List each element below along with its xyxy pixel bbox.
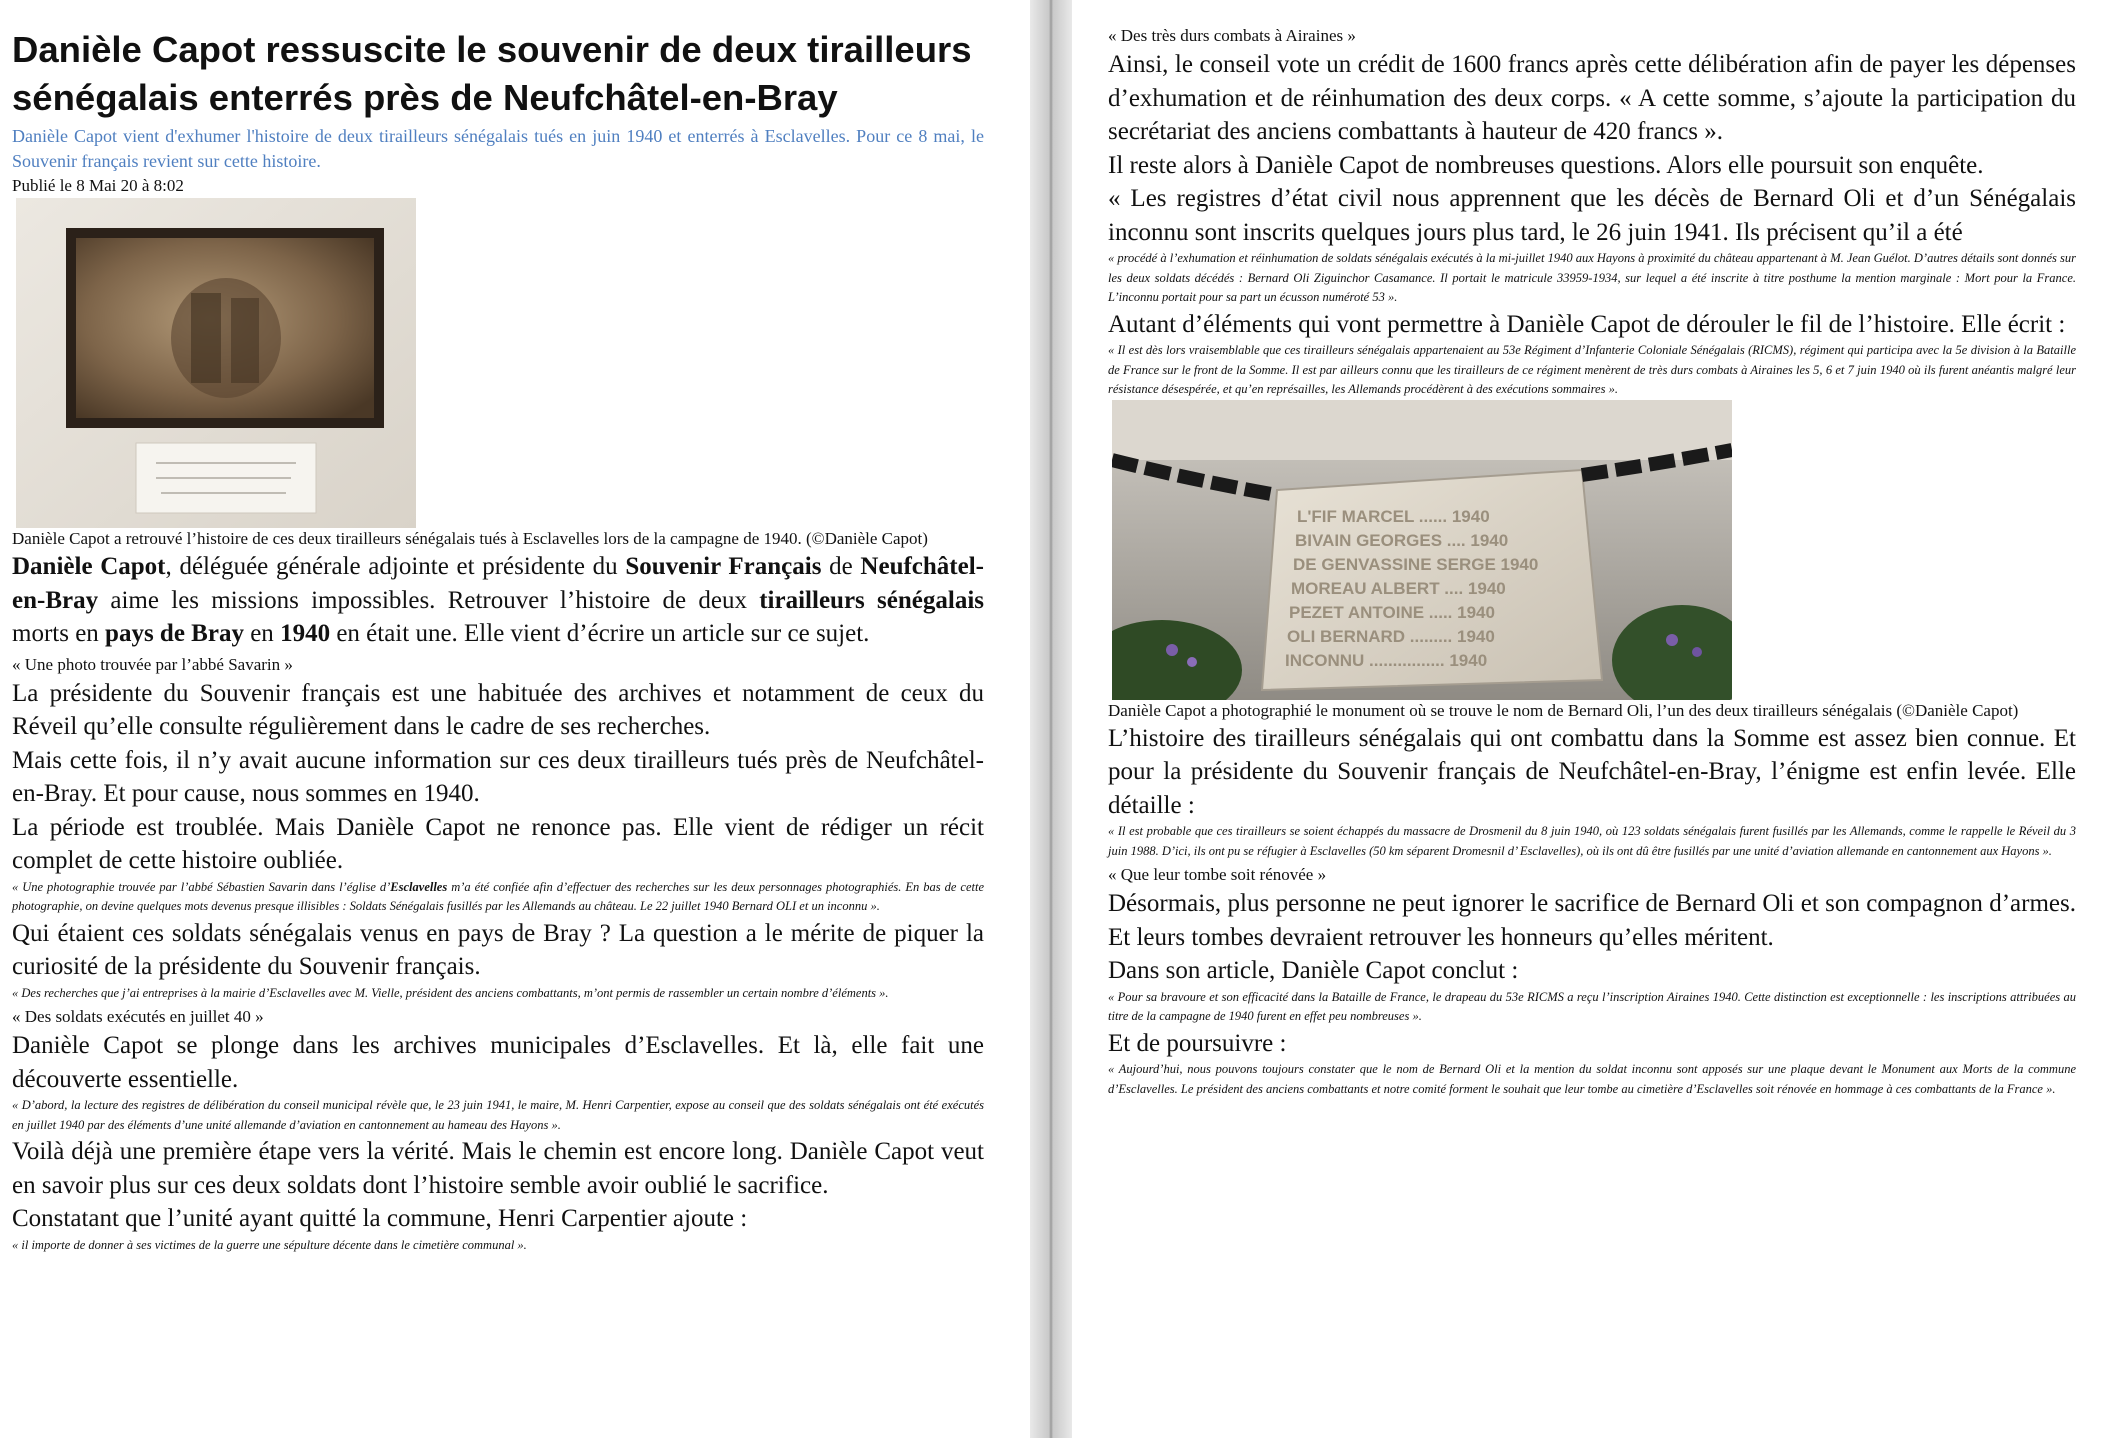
quote-tomb: « Aujourd’hui, nous pouvons toujours constater que le nom de Bernard Oli et la mention du soldat inconnu sont apposés sur une plaque devant le Monument aux Morts de la commune d’Esclavelles. Le président des anciens combattants et notre comité forment le souhait que leur tombe au cimetière d’Esclavelles soit rénovée en hommage à ces combattants de la France ».: [1108, 1062, 2076, 1096]
paragraph: « Les registres d’état civil nous apprennent que les décès de Bernard Oli et d’un Sénégalais inconnu sont inscrits quelques jours plus tard, le 26 juin 1941. Ils précisent qu’il a été: [1108, 185, 2076, 246]
quote-text: « Une photographie trouvée par l’abbé Sébastien Savarin dans l’église d’: [12, 879, 391, 894]
quote-massacre: « Il est probable que ces tirailleurs se soient échappés du massacre de Drosmenil du 8 juin 1940, où 123 soldats sénégalais furent fusillés par les Allemands, comme le rappelle le Réveil du 3 juin 1988. D’ici, ils ont pu se réfugier à Esclavelles (50 km séparent Dromesnil d’ Esclavelles), où ils ont dû être fusillés par une unité d’aviation allemande en cantonnement aux Hayons ».: [1108, 824, 2076, 858]
framed-photo-image: [16, 198, 416, 528]
left-column: [12, 22, 984, 1255]
intro-paragraph: [12, 550, 984, 651]
quote-place: Esclavelles: [390, 879, 448, 894]
paragraph: L’histoire des tirailleurs sénégalais qui ont combattu dans la Somme est assez bien connue. Et pour la présidente du Souvenir français de Neufchâtel-en-Bray, l’énigme est enfin levée. Elle détaille :: [1108, 724, 2076, 819]
quote-bravery: « Pour sa bravoure et son efficacité dans la Bataille de France, le drapeau du 53e RICMS a reçu l’inscription Airaines 1940. Cette distinction est exceptionnelle : les inscriptions attribuées au titre de la campagne de 1940 furent en effet peu nombreuses ».: [1108, 989, 2076, 1023]
intro-org: Souvenir Français: [625, 553, 822, 580]
intro-town: Neufchâtel-en-Bray: [12, 553, 984, 614]
paragraph: La période est troublée. Mais Danièle Capot ne renonce pas. Elle vient de rédiger un récit complet de cette histoire oubliée.: [12, 813, 984, 874]
paragraph: Constatant que l’unité ayant quitté la commune, Henri Carpentier ajoute :: [12, 1205, 748, 1232]
photo-caption-right: Danièle Capot a photographié le monument où se trouve le nom de Bernard Oli, l’un des deux tirailleurs sénégalais (©Danièle Capot): [1108, 700, 2019, 720]
monument-name: MOREAU ALBERT .... 1940: [1291, 578, 1506, 598]
quote-regiment: « Il est dès lors vraisemblable que ces tirailleurs sénégalais appartenaient au 53e Régiment d’Infanterie Coloniale Sénégalais (RICMS), régiment qui participa avec la 5e division à la Bataille de France sur le front de la Somme. Il est par ailleurs connu que les tirailleurs de ce régiment menèrent de très durs combats à Airaines les 5, 6 et 7 juin 1940 où ils furent anéantis malgré leur résistance désespérée, et qu’en représailles, les Allemands procédèrent à des exécutions sommaires ».: [1108, 343, 2076, 396]
article-headline: Danièle Capot ressuscite le souvenir de deux tirailleurs sénégalais enterrés près de Neufchâtel-en-Bray: [12, 29, 972, 118]
paragraph: Il reste alors à Danièle Capot de nombreuses questions. Alors elle poursuit son enquête.: [1108, 151, 1984, 179]
monument-name: BIVAIN GEORGES .... 1940: [1295, 530, 1509, 550]
paragraph: Désormais, plus personne ne peut ignorer le sacrifice de Bernard Oli et son compagnon d’armes. Et leurs tombes devraient retrouver les honneurs qu’elles méritent.: [1108, 890, 2076, 951]
paragraph: La présidente du Souvenir français est une habituée des archives et notamment de ceux du Réveil qu’elle consulte régulièrement dans le cadre de ses recherches.: [12, 679, 984, 740]
monument-photo-image: [1112, 400, 1732, 700]
paragraph: Dans son article, Danièle Capot conclut :: [1108, 957, 1519, 984]
article-chapo: Danièle Capot vient d'exhumer l'histoire de deux tirailleurs sénégalais tués en juin 1940 et enterrés à Esclavelles. Pour ce 8 mai, le Souvenir français revient sur cette histoire.: [12, 126, 984, 171]
subheading-combats: « Des très durs combats à Airaines »: [1108, 26, 1356, 45]
paragraph: Ainsi, le conseil vote un crédit de 1600 francs après cette délibération afin de payer les dépenses d’exhumation et de réinhumation des deux corps. « A cette somme, s’ajoute la participation du secrétariat des anciens combattants à hauteur de 420 francs ».: [1108, 51, 2076, 145]
intro-tirailleurs: tirailleurs sénégalais: [759, 586, 984, 614]
monument-name: L'FIF MARCEL ...... 1940: [1297, 506, 1490, 526]
subheading-tomb: « Que leur tombe soit rénovée »: [1108, 865, 1327, 884]
quote-council: « D’abord, la lecture des registres de délibération du conseil municipal révèle que, le 23 juin 1941, le maire, M. Henri Carpentier, expose au conseil que des soldats sénégalais ont été exécutés en juillet 1940 par des éléments d’une unité allemande d’aviation en cantonnement au hameau des Hayons ».: [12, 1098, 984, 1132]
intro-text-6: en était une. Elle vient d’écrire un article sur ce sujet.: [330, 620, 870, 647]
subheading-executed: « Des soldats exécutés en juillet 40 »: [12, 1007, 264, 1026]
left-page: [0, 0, 1030, 1438]
paragraph: Qui étaient ces soldats sénégalais venus en pays de Bray ? La question a le mérite de piquer la curiosité de la présidente du Souvenir français.: [12, 919, 984, 980]
publication-date: Publié le 8 Mai 20 à 8:02: [12, 176, 184, 195]
paragraph: Mais cette fois, il n’y avait aucune information sur ces deux tirailleurs tués près de Neufchâtel-en-Bray. Et pour cause, nous sommes en 1940.: [12, 746, 984, 807]
subheading-photo: « Une photo trouvée par l’abbé Savarin »: [12, 654, 293, 674]
intro-text-3: aime les missions impossibles. Retrouver l’histoire de deux: [98, 586, 760, 614]
paragraph: Et de poursuivre :: [1108, 1029, 1287, 1057]
right-column: [1108, 22, 2076, 1099]
monument-name: DE GENVASSINE SERGE 1940: [1293, 554, 1539, 574]
intro-year: 1940: [280, 620, 331, 647]
page-gutter: [1030, 0, 1072, 1438]
right-page: [1072, 0, 2126, 1438]
paragraph: Danièle Capot se plonge dans les archives municipales d’Esclavelles. Et là, elle fait une découverte essentielle.: [12, 1032, 984, 1093]
intro-text-4: morts en: [12, 620, 106, 647]
monument-name: INCONNU ................ 1940: [1285, 650, 1488, 670]
paragraph: Autant d’éléments qui vont permettre à Danièle Capot de dérouler le fil de l’histoire. Elle écrit :: [1108, 310, 2066, 338]
intro-text-2: de: [821, 553, 861, 580]
monument-name: OLI BERNARD ......... 1940: [1287, 626, 1495, 646]
photo-caption-left: Danièle Capot a retrouvé l’histoire de ces deux tirailleurs sénégalais tués à Esclavelles lors de la campagne de 1940. (©Danièle Capot): [12, 529, 928, 548]
quote-research: « Des recherches que j’ai entreprises à la mairie d’Esclavelles avec M. Vielle, président des anciens combattants, m’ont permis de rassembler un certain nombre d’éléments ».: [12, 985, 889, 1000]
intro-text-1: , déléguée générale adjointe et présidente du: [165, 553, 626, 580]
quote-burial: « il importe de donner à ses victimes de la guerre une sépulture décente dans le cimetière communal ».: [12, 1237, 527, 1252]
intro-text-5: en: [243, 620, 281, 647]
quote-civil-registry: « procédé à l’exhumation et réinhumation de soldats sénégalais exécutés à la mi-juillet 1940 aux Hayons à proximité du château appartenant à M. Jean Guélot. D’autres détails sont donnés sur les deux soldats décédés : Bernard Oli Ziguinchor Casamance. Il portait le matricule 33959-1934, sur lequel a été inscrite à titre posthume la mention marginale : Mort pour la France. L’inconnu portait pour sa part un écusson numéroté 53 ».: [1108, 251, 2076, 304]
monument-name: PEZET ANTOINE ..... 1940: [1289, 602, 1495, 622]
intro-name: Danièle Capot: [12, 553, 166, 580]
quote-photo-found: [12, 878, 984, 917]
quote-text: m’a été confiée afin d’effectuer des recherches sur les deux personnages photographiés. En bas de cette photographie, on devine quelques mots devenus presque illisibles : Soldats Sénégalais fusillés par les Allemands au château. Le 22 juillet 1940 Bernard OLI et un inconnu ».: [12, 879, 984, 913]
intro-region: pays de Bray: [105, 620, 244, 647]
paragraph: Voilà déjà une première étape vers la vérité. Mais le chemin est encore long. Danièle Capot veut en savoir plus sur ces deux soldats dont l’histoire semble avoir oublié le sacrifice.: [12, 1138, 984, 1199]
